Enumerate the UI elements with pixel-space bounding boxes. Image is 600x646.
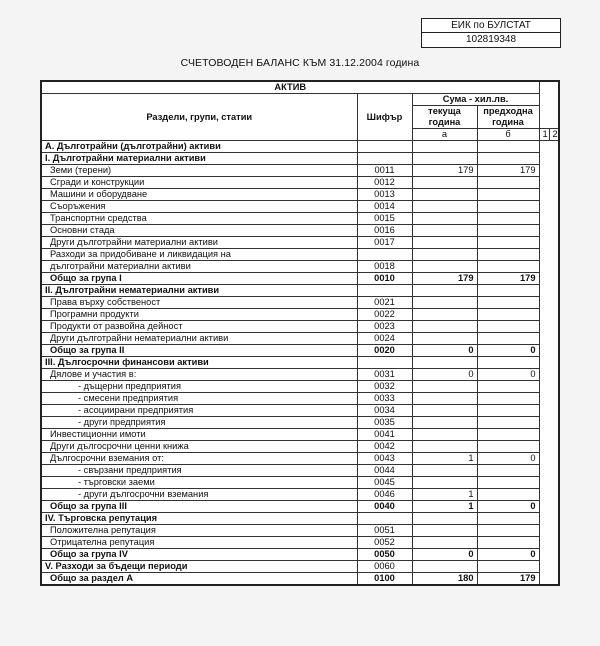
row-previous-year — [477, 537, 539, 549]
column-label-b: б — [477, 129, 539, 141]
row-previous-year — [477, 261, 539, 273]
row-label: Общо за група III — [41, 501, 357, 513]
row-label: Програмни продукти — [41, 309, 357, 321]
total-row — [41, 345, 559, 357]
row-current-year — [412, 525, 477, 537]
row-current-year — [412, 561, 477, 573]
row-code: 0024 — [357, 333, 412, 345]
row-current-year: 179 — [412, 273, 477, 285]
row-code: 0011 — [357, 165, 412, 177]
row-label: II. Дълготрайни нематериални активи — [41, 285, 357, 297]
row-previous-year — [477, 417, 539, 429]
row-label: Продукти от развойна дейност — [41, 321, 357, 333]
row-code: 0014 — [357, 201, 412, 213]
row-current-year: 0 — [412, 369, 477, 381]
row-previous-year: 179 — [477, 573, 539, 586]
row-code: 0040 — [357, 501, 412, 513]
row-previous-year — [477, 309, 539, 321]
row-current-year — [412, 249, 477, 261]
table-row — [41, 321, 559, 333]
section-row — [41, 285, 559, 297]
row-current-year — [412, 261, 477, 273]
row-code: 0022 — [357, 309, 412, 321]
row-current-year: 179 — [412, 165, 477, 177]
row-previous-year — [477, 513, 539, 525]
row-current-year — [412, 429, 477, 441]
row-previous-year — [477, 441, 539, 453]
row-previous-year — [477, 249, 539, 261]
table-row — [41, 393, 559, 405]
balance-table — [40, 80, 560, 586]
row-current-year — [412, 537, 477, 549]
row-previous-year — [477, 297, 539, 309]
table-row — [41, 429, 559, 441]
total-row — [41, 573, 559, 586]
eik-box — [421, 18, 561, 48]
table-row — [41, 417, 559, 429]
table-row — [41, 405, 559, 417]
row-code: 0051 — [357, 525, 412, 537]
row-previous-year — [477, 429, 539, 441]
row-code — [357, 285, 412, 297]
row-code: 0043 — [357, 453, 412, 465]
row-previous-year — [477, 405, 539, 417]
row-code: 0100 — [357, 573, 412, 586]
row-label: III. Дългосрочни финансови активи — [41, 357, 357, 369]
table-row — [41, 249, 559, 261]
table-row — [41, 261, 559, 273]
row-current-year — [412, 441, 477, 453]
section-row — [41, 561, 559, 573]
table-row — [41, 441, 559, 453]
row-current-year: 1 — [412, 501, 477, 513]
row-label: IV. Търговска репутация — [41, 513, 357, 525]
row-current-year — [412, 333, 477, 345]
row-label: Общо за раздел А — [41, 573, 357, 586]
row-previous-year — [477, 381, 539, 393]
row-code: 0020 — [357, 345, 412, 357]
row-label: Общо за група IV — [41, 549, 357, 561]
row-code — [357, 357, 412, 369]
table-row — [41, 537, 559, 549]
section-header: АКТИВ — [41, 81, 539, 94]
section-row — [41, 357, 559, 369]
row-previous-year: 0 — [477, 345, 539, 357]
row-current-year — [412, 237, 477, 249]
eik-label: ЕИК по БУЛСТАТ — [422, 19, 560, 33]
row-code: 0034 — [357, 405, 412, 417]
table-row — [41, 525, 559, 537]
row-previous-year — [477, 321, 539, 333]
row-label: - други предприятия — [41, 417, 357, 429]
row-current-year — [412, 477, 477, 489]
row-previous-year — [477, 561, 539, 573]
table-row — [41, 381, 559, 393]
table-row — [41, 213, 559, 225]
row-label: Положителна репутация — [41, 525, 357, 537]
row-current-year — [412, 201, 477, 213]
row-code: 0041 — [357, 429, 412, 441]
row-code: 0060 — [357, 561, 412, 573]
row-current-year — [412, 141, 477, 153]
row-current-year — [412, 465, 477, 477]
table-row — [41, 201, 559, 213]
row-label: Дялове и участия в: — [41, 369, 357, 381]
row-previous-year — [477, 357, 539, 369]
row-previous-year: 179 — [477, 273, 539, 285]
row-code: 0021 — [357, 297, 412, 309]
row-code: 0042 — [357, 441, 412, 453]
row-current-year — [412, 225, 477, 237]
row-label: Транспортни средства — [41, 213, 357, 225]
row-previous-year: 0 — [477, 549, 539, 561]
row-code: 0032 — [357, 381, 412, 393]
row-label: - дъщерни предприятия — [41, 381, 357, 393]
row-code: 0044 — [357, 465, 412, 477]
document-title: СЧЕТОВОДЕН БАЛАНС КЪМ 31.12.2004 година — [180, 57, 420, 69]
row-code: 0045 — [357, 477, 412, 489]
row-current-year — [412, 381, 477, 393]
row-current-year — [412, 297, 477, 309]
row-previous-year — [477, 393, 539, 405]
row-current-year — [412, 285, 477, 297]
column-label-a: а — [412, 129, 477, 141]
row-label: V. Разходи за бъдещи периоди — [41, 561, 357, 573]
table-row — [41, 165, 559, 177]
column-label-1: 1 — [539, 129, 549, 141]
row-previous-year — [477, 189, 539, 201]
row-current-year — [412, 393, 477, 405]
row-current-year — [412, 189, 477, 201]
row-previous-year — [477, 141, 539, 153]
table-row — [41, 309, 559, 321]
row-label: - смесени предприятия — [41, 393, 357, 405]
row-previous-year — [477, 225, 539, 237]
row-code — [357, 513, 412, 525]
section-row — [41, 141, 559, 153]
row-current-year: 0 — [412, 345, 477, 357]
row-previous-year — [477, 213, 539, 225]
table-row — [41, 465, 559, 477]
row-current-year — [412, 405, 477, 417]
eik-value: 102819348 — [465, 34, 517, 45]
row-label: Инвестиционни имоти — [41, 429, 357, 441]
row-previous-year: 179 — [477, 165, 539, 177]
column-header-current: текуща година — [412, 106, 477, 129]
row-previous-year: 0 — [477, 369, 539, 381]
column-header-name: Раздели, групи, статии — [41, 94, 357, 141]
row-label: дълготрайни материални активи — [41, 261, 357, 273]
section-row — [41, 513, 559, 525]
table-row — [41, 333, 559, 345]
row-label: Разходи за придобиване и ликвидация на — [41, 249, 357, 261]
row-current-year: 0 — [412, 549, 477, 561]
row-code: 0046 — [357, 489, 412, 501]
row-label: Съоръжения — [41, 201, 357, 213]
row-previous-year — [477, 465, 539, 477]
row-code: 0017 — [357, 237, 412, 249]
row-current-year: 180 — [412, 573, 477, 586]
row-label: А. Дълготрайни (дълготрайни) активи — [41, 141, 357, 153]
row-previous-year — [477, 333, 539, 345]
column-label-2: 2 — [549, 129, 559, 141]
column-header-previous: предходна година — [477, 106, 539, 129]
row-current-year: 1 — [412, 489, 477, 501]
row-label: Отрицателна репутация — [41, 537, 357, 549]
row-previous-year: 0 — [477, 501, 539, 513]
table-row — [41, 477, 559, 489]
row-code: 0050 — [357, 549, 412, 561]
row-current-year — [412, 357, 477, 369]
row-previous-year — [477, 237, 539, 249]
total-row — [41, 273, 559, 285]
row-code: 0015 — [357, 213, 412, 225]
row-label: Машини и оборудване — [41, 189, 357, 201]
table-row — [41, 237, 559, 249]
row-label: Дългосрочни вземания от: — [41, 453, 357, 465]
row-code: 0013 — [357, 189, 412, 201]
row-label: Общо за група II — [41, 345, 357, 357]
table-row — [41, 177, 559, 189]
row-current-year — [412, 153, 477, 165]
row-current-year — [412, 177, 477, 189]
row-current-year — [412, 417, 477, 429]
row-code: 0033 — [357, 393, 412, 405]
total-row — [41, 501, 559, 513]
row-previous-year — [477, 201, 539, 213]
row-label: Земи (терени) — [41, 165, 357, 177]
row-code: 0016 — [357, 225, 412, 237]
column-header-sum: Сума - хил.лв. — [412, 94, 539, 106]
table-row — [41, 297, 559, 309]
section-row — [41, 153, 559, 165]
row-previous-year — [477, 489, 539, 501]
row-current-year — [412, 309, 477, 321]
table-row — [41, 489, 559, 501]
table-row — [41, 453, 559, 465]
row-previous-year — [477, 177, 539, 189]
row-label: - други дългосрочни вземания — [41, 489, 357, 501]
row-previous-year — [477, 285, 539, 297]
row-code — [357, 153, 412, 165]
table-row — [41, 225, 559, 237]
row-label: Права върху собственост — [41, 297, 357, 309]
table-row — [41, 189, 559, 201]
row-code: 0031 — [357, 369, 412, 381]
row-code: 0018 — [357, 261, 412, 273]
row-label: Сгради и конструкции — [41, 177, 357, 189]
row-label: Други дълготрайни нематериални активи — [41, 333, 357, 345]
row-current-year: 1 — [412, 453, 477, 465]
row-current-year — [412, 513, 477, 525]
row-label: I. Дълготрайни материални активи — [41, 153, 357, 165]
row-label: - асоциирани предприятия — [41, 405, 357, 417]
row-current-year — [412, 213, 477, 225]
row-label: Общо за група I — [41, 273, 357, 285]
row-code: 0023 — [357, 321, 412, 333]
row-label: Други дълготрайни материални активи — [41, 237, 357, 249]
row-code: 0010 — [357, 273, 412, 285]
row-label: - свързани предприятия — [41, 465, 357, 477]
total-row — [41, 549, 559, 561]
row-previous-year: 0 — [477, 453, 539, 465]
row-current-year — [412, 321, 477, 333]
row-code: 0035 — [357, 417, 412, 429]
row-previous-year — [477, 153, 539, 165]
row-code: 0012 — [357, 177, 412, 189]
row-code: 0052 — [357, 537, 412, 549]
row-label: Основни стада — [41, 225, 357, 237]
row-previous-year — [477, 477, 539, 489]
row-label: Други дългосрочни ценни книжа — [41, 441, 357, 453]
row-previous-year — [477, 525, 539, 537]
row-code — [357, 249, 412, 261]
column-header-code: Шифър — [357, 94, 412, 141]
row-code — [357, 141, 412, 153]
row-label: - търговски заеми — [41, 477, 357, 489]
table-row — [41, 369, 559, 381]
